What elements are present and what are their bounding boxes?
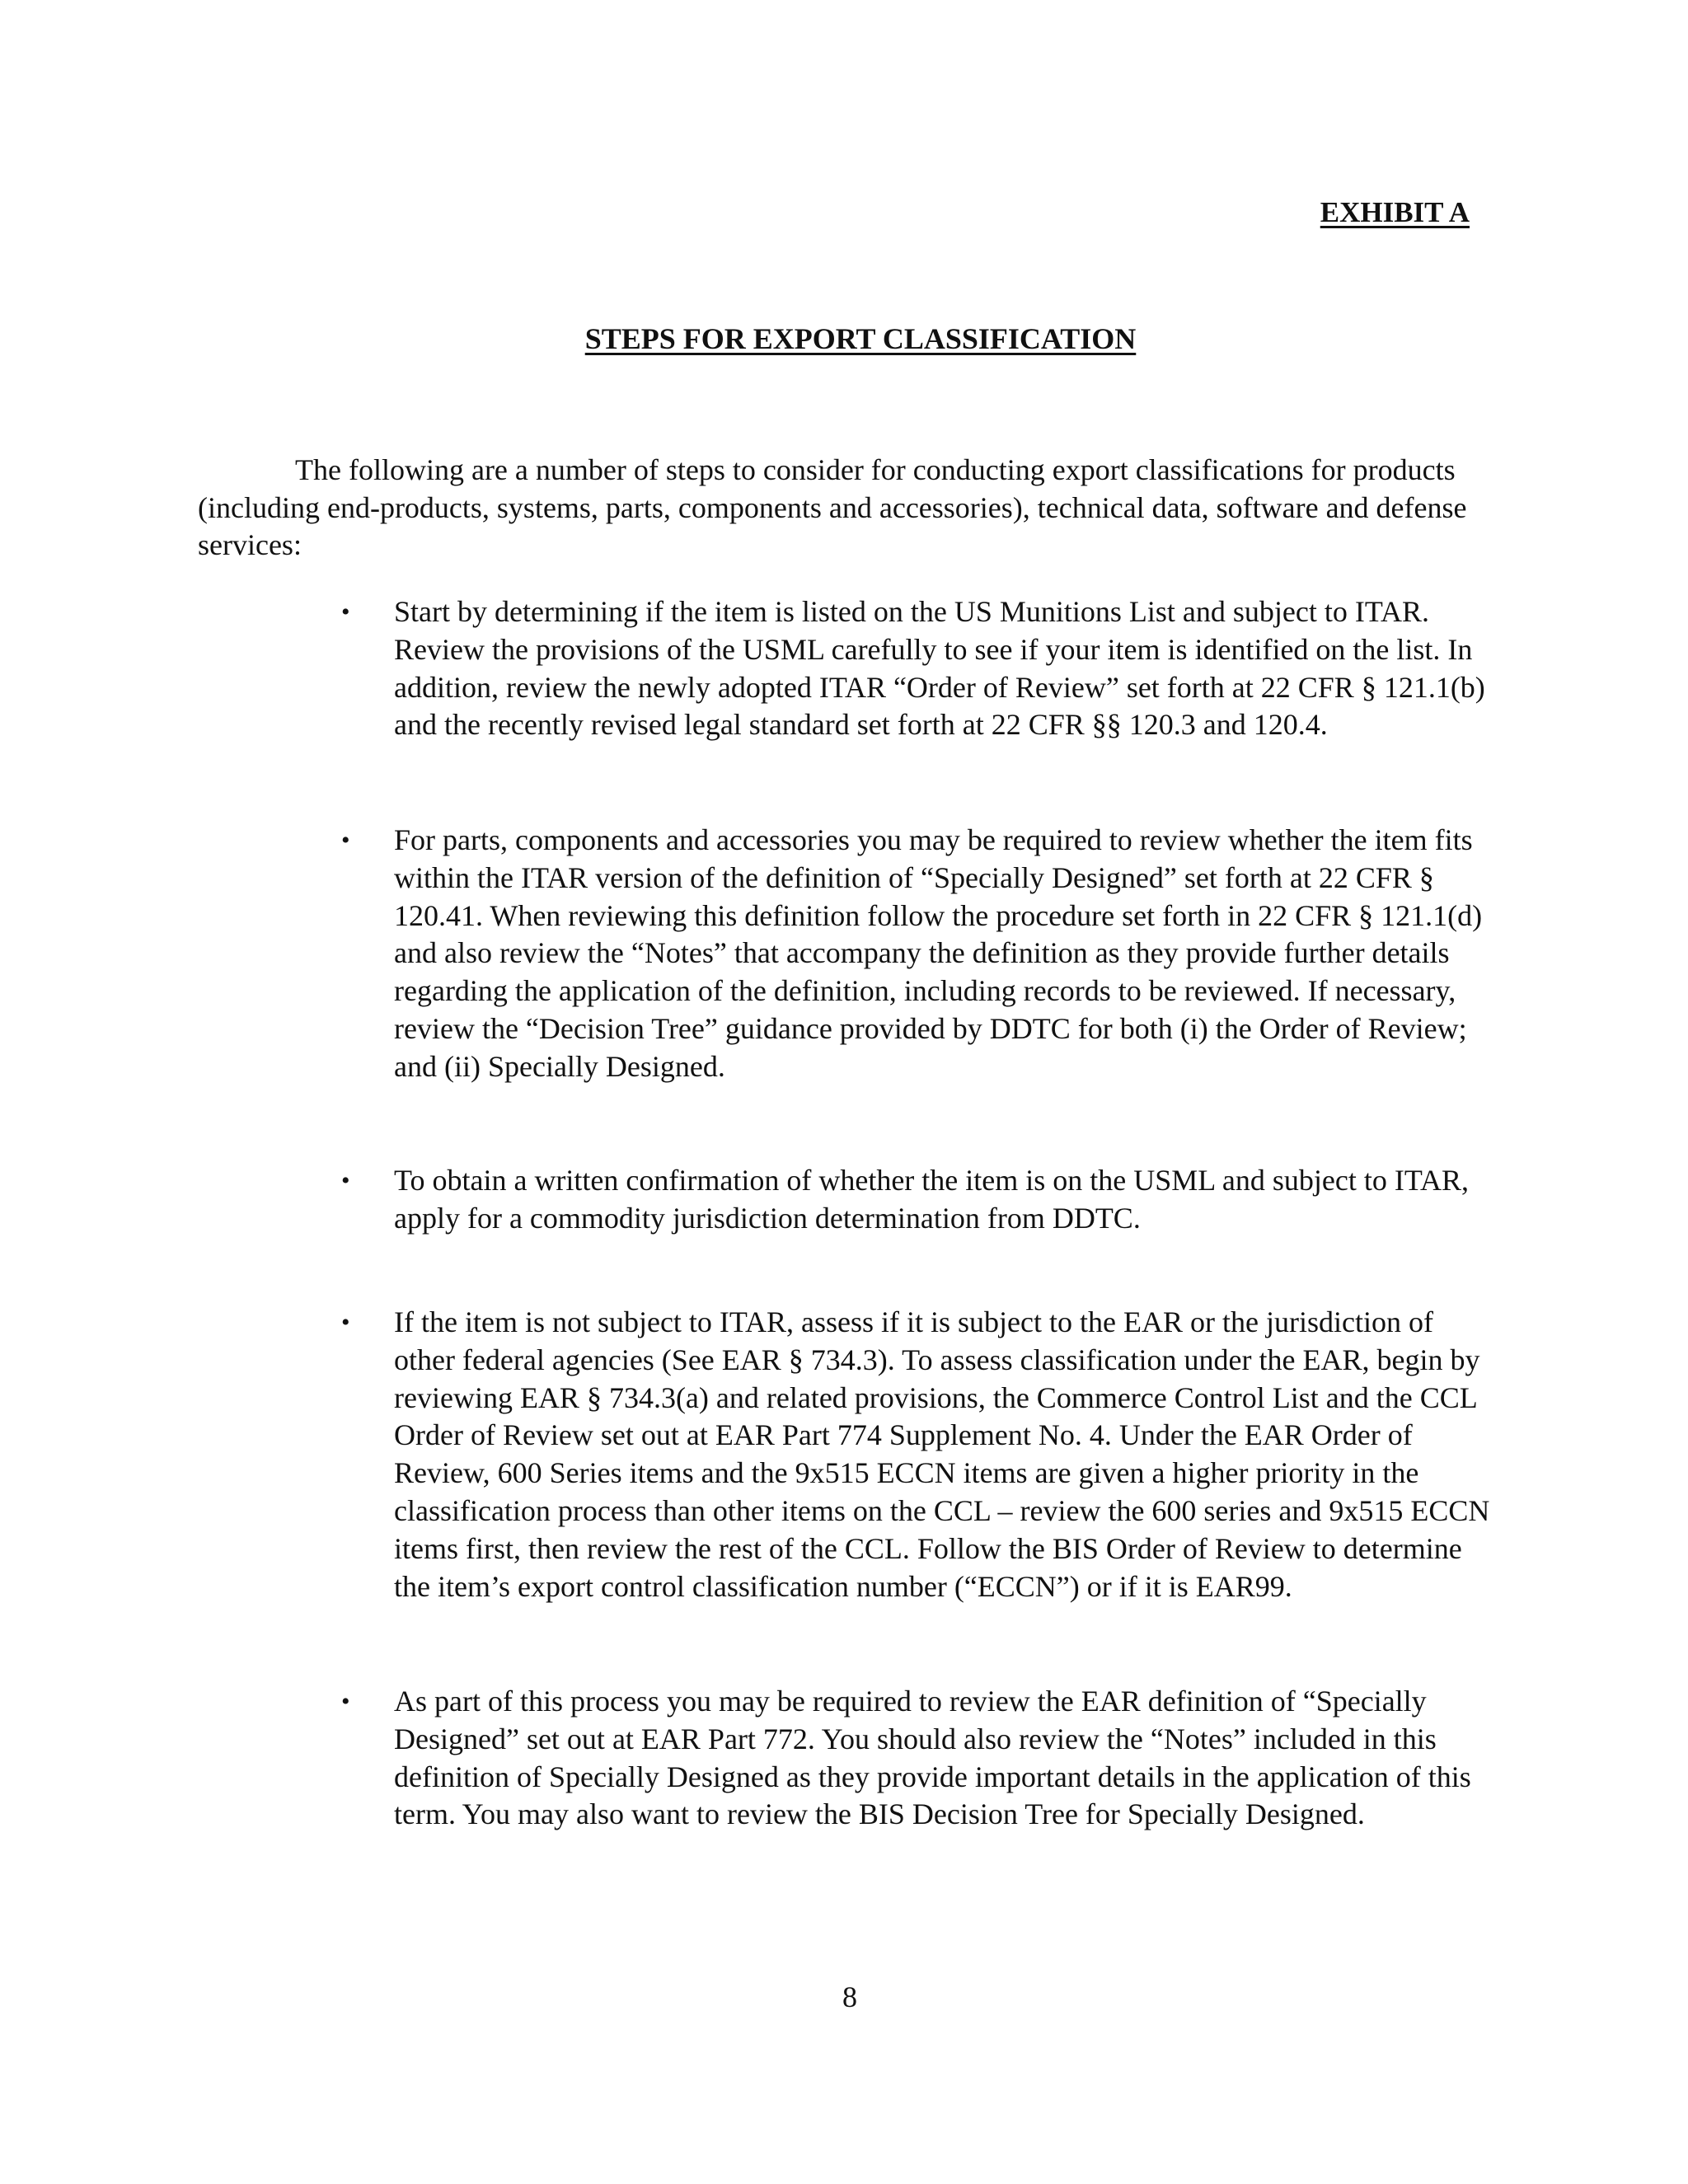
exhibit-label: EXHIBIT A (1320, 196, 1470, 228)
list-item (341, 1683, 1498, 1834)
list-item-text: As part of this process you may be required to review the EAR definition of “Specially Designed” set out at EAR Part 772. You should also review the “Notes” included in this definition of Specially Designed as they provide important details in the application of this term. You may also want to review the BIS Decision Tree for Specially Designed. (394, 1685, 1471, 1831)
list-item (341, 822, 1498, 1086)
list-item (341, 1304, 1498, 1605)
page-number: 8 (842, 1980, 857, 2013)
list-item (341, 593, 1498, 744)
bullet-icon: • (341, 1309, 350, 1336)
page-title: STEPS FOR EXPORT CLASSIFICATION (584, 322, 1137, 355)
list-item (341, 1162, 1498, 1238)
bullet-icon: • (341, 1688, 350, 1715)
bullet-icon: • (341, 827, 350, 854)
bullet-icon: • (341, 1167, 350, 1194)
intro-paragraph: The following are a number of steps to consider for conducting export classifications for products (including end-products, systems, parts, components and accessories), technical data, software and defense services: (198, 453, 1467, 561)
list-item-text: To obtain a written confirmation of whether the item is on the USML and subject to ITAR, apply for a commodity jurisdiction determination from DDTC. (394, 1164, 1469, 1235)
list-item-text: For parts, components and accessories you may be required to review whether the item fits within the ITAR version of the definition of “Specially Designed” set forth at 22 CFR § 120.41. When reviewing this definition follow the procedure set forth in 22 CFR § 121.1(d) and also review the “Notes” that accompany the definition as they provide further details regarding the application of the definition, including records to be reviewed. If necessary, review the “Decision Tree” guidance provided by DDTC for both (i) the Order of Review; and (ii) Specially Designed. (394, 823, 1483, 1083)
bullet-icon: • (341, 598, 350, 626)
list-item-text: If the item is not subject to ITAR, assess if it is subject to the EAR or the jurisdiction of other federal agencies (See EAR § 734.3). To assess classification under the EAR, begin by reviewing EAR § 734.3(a) and related provisions, the Commerce Control List and the CCL Order of Review set out at EAR Part 774 Supplement No. 4. Under the EAR Order of Review, 600 Series items and the 9x515 ECCN items are given a higher priority in the classification process than other items on the CCL – review the 600 series and 9x515 ECCN items first, then review the rest of the CCL. Follow the BIS Order of Review to determine the item’s export control classification number (“ECCN”) or if it is EAR99. (394, 1305, 1490, 1603)
list-item-text: Start by determining if the item is listed on the US Munitions List and subject to ITAR. Review the provisions of the USML carefully to see if your item is identified on the list. In addition, review the newly adopted ITAR “Order of Review” set forth at 22 CFR § 121.1(b) and the recently revised legal standard set forth at 22 CFR §§ 120.3 and 120.4. (394, 595, 1485, 742)
